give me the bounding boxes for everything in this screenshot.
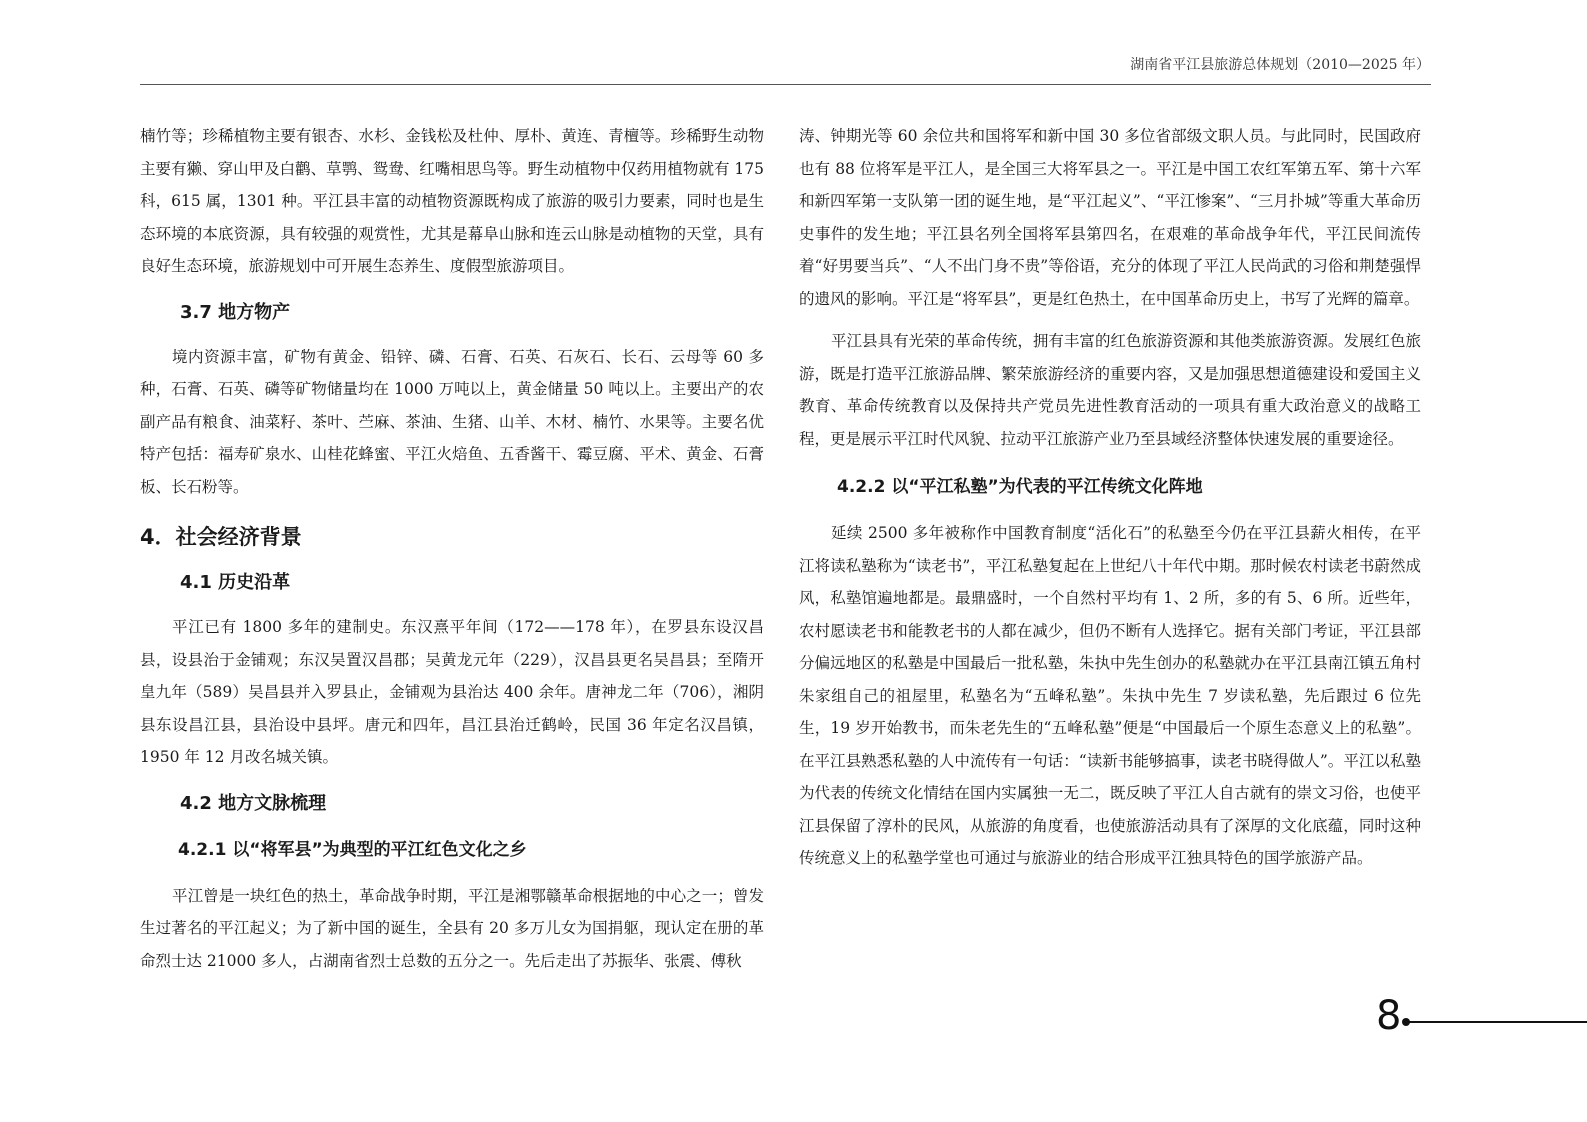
heading-4-2-1: 4.2.1 以“将军县”为典型的平江红色文化之乡 <box>178 839 527 860</box>
heading-4-2-2: 4.2.2 以“平江私塾”为代表的平江传统文化阵地 <box>837 477 1203 497</box>
paragraph-history: 平江已有 1800 多年的建制史。东汉熹平年间（172——178 年），在罗县东设汉昌县，设县治于金铺观；东汉吴置汉昌郡；吴黄龙元年（229），汉昌县更名吴昌县；至隋开皇九年（589）吴昌县并入罗县止，金铺观为县治达 400 余年。唐神龙二年（706），湘阴县东设昌江县，县治设中县坪。唐元和四年，昌江县治迁鹤岭，民国 36 年定名汉昌镇，1950 年 12 月改名城关镇。 <box>140 618 764 766</box>
paragraph-generals-continued: 涛、钟期光等 60 余位共和国将军和新中国 30 多位省部级文职人员。与此同时，民国政府也有 88 位将军是平江人，是全国三大将军县之一。平江是中国工农红军第五军、第十六军和新四军第一支队第一团的诞生地，是“平江起义”、“平江惨案”、“三月扑城”等重大革命历史事件的发生地；平江县名列全国将军县第四名，在艰难的革命战争年代，平江民间流传着“好男要当兵”、“人不出门身不贵”等俗语，充分的体现了平江人民尚武的习俗和荆楚强悍的遗风的影响。平江是“将军县”，更是红色热土，在中国革命历史上，书写了光辉的篇章。 <box>799 127 1421 308</box>
heading-3-7: 3.7 地方物产 <box>180 301 291 323</box>
right-column <box>799 120 1421 875</box>
paragraph-red-tourism: 平江县具有光荣的革命传统，拥有丰富的红色旅游资源和其他类旅游资源。发展红色旅游，既是打造平江旅游品牌、繁荣旅游经济的重要内容，又是加强思想道德建设和爱国主义教育、革命传统教育以及保持共产党员先进性教育活动的一项具有重大政治意义的战略工程，更是展示平江时代风貌、拉动平江旅游产业乃至县域经济整体快速发展的重要途径。 <box>799 332 1421 448</box>
page-number: 8 <box>1376 993 1402 1039</box>
paragraph-flora-fauna: 楠竹等；珍稀植物主要有银杏、水杉、金钱松及杜仲、厚朴、黄连、青檀等。珍稀野生动物主要有獭、穿山甲及白鹳、草鹗、鸳鸯、红嘴相思鸟等。野生动植物中仅药用植物就有 175 科，615 属，1301 种。平江县丰富的动植物资源既构成了旅游的吸引力要素，同时也是生态环境的本底资源，具有较强的观赏性，尤其是幕阜山脉和连云山脉是动植物的天堂，具有良好生态环境，旅游规划中可开展生态养生、度假型旅游项目。 <box>140 127 764 275</box>
heading-4-2: 4.2 地方文脉梳理 <box>180 792 327 814</box>
heading-section-4: 4．社会经济背景 <box>140 525 302 549</box>
paragraph-local-products: 境内资源丰富，矿物有黄金、铅锌、磷、石膏、石英、石灰石、长石、云母等 60 多种，石膏、石英、磷等矿物储量均在 1000 万吨以上，黄金储量 50 吨以上。主要出产的农副产品有粮食、油菜籽、茶叶、苎麻、茶油、生猪、山羊、木材、楠竹、水果等。主要名优特产包括：福寿矿泉水、山桂花蜂蜜、平江火焙鱼、五香酱干、霉豆腐、平术、黄金、石膏板、长石粉等。 <box>140 347 764 496</box>
left-column <box>140 120 764 977</box>
heading-4-1: 4.1 历史沿革 <box>180 572 291 593</box>
page-number-rule <box>1408 1021 1587 1023</box>
paragraph-private-school: 延续 2500 多年被称作中国教育制度“活化石”的私塾至今仍在平江县薪火相传，在平江将读私塾称为“读老书”，平江私塾复起在上世纪八十年代中期。那时候农村读老书蔚然成风，私塾馆遍地都是。最鼎盛时，一个自然村平均有 1、2 所，多的有 5、6 所。近些年，农村愿读老书和能教老书的人都在减少，但仍不断有人选择它。据有关部门考证，平江县部分偏远地区的私塾是中国最后一批私塾，朱执中先生创办的私塾就办在平江县南江镇五角村朱家组自己的祖屋里，私塾名为“五峰私塾”。朱执中先生 7 岁读私塾，先后跟过 6 位先生，19 岁开始教书，而朱老先生的“五峰私塾”便是“中国最后一个原生态意义上的私塾”。在平江县熟悉私塾的人中流传有一句话：“读新书能够搞事，读老书晓得做人”。平江以私塾为代表的传统文化情结在国内实属独一无二，既反映了平江人自古就有的崇文习俗，也使平江县保留了淳朴的民风，从旅游的角度看，也使旅游活动具有了深厚的文化底蕴，同时这种传统意义上的私塾学堂也可通过与旅游业的结合形成平江独具特色的国学旅游产品。 <box>799 524 1421 867</box>
document-header-title: 湖南省平江县旅游总体规划（2010—2025 年） <box>1130 57 1430 73</box>
header-divider <box>140 84 1431 85</box>
paragraph-red-culture: 平江曾是一块红色的热土，革命战争时期，平江是湘鄂赣革命根据地的中心之一；曾发生过著名的平江起义；为了新中国的诞生，全县有 20 多万儿女为国捐躯，现认定在册的革命烈士达 21000 多人，占湖南省烈士总数的五分之一。先后走出了苏振华、张震、傅秋 <box>140 886 764 970</box>
